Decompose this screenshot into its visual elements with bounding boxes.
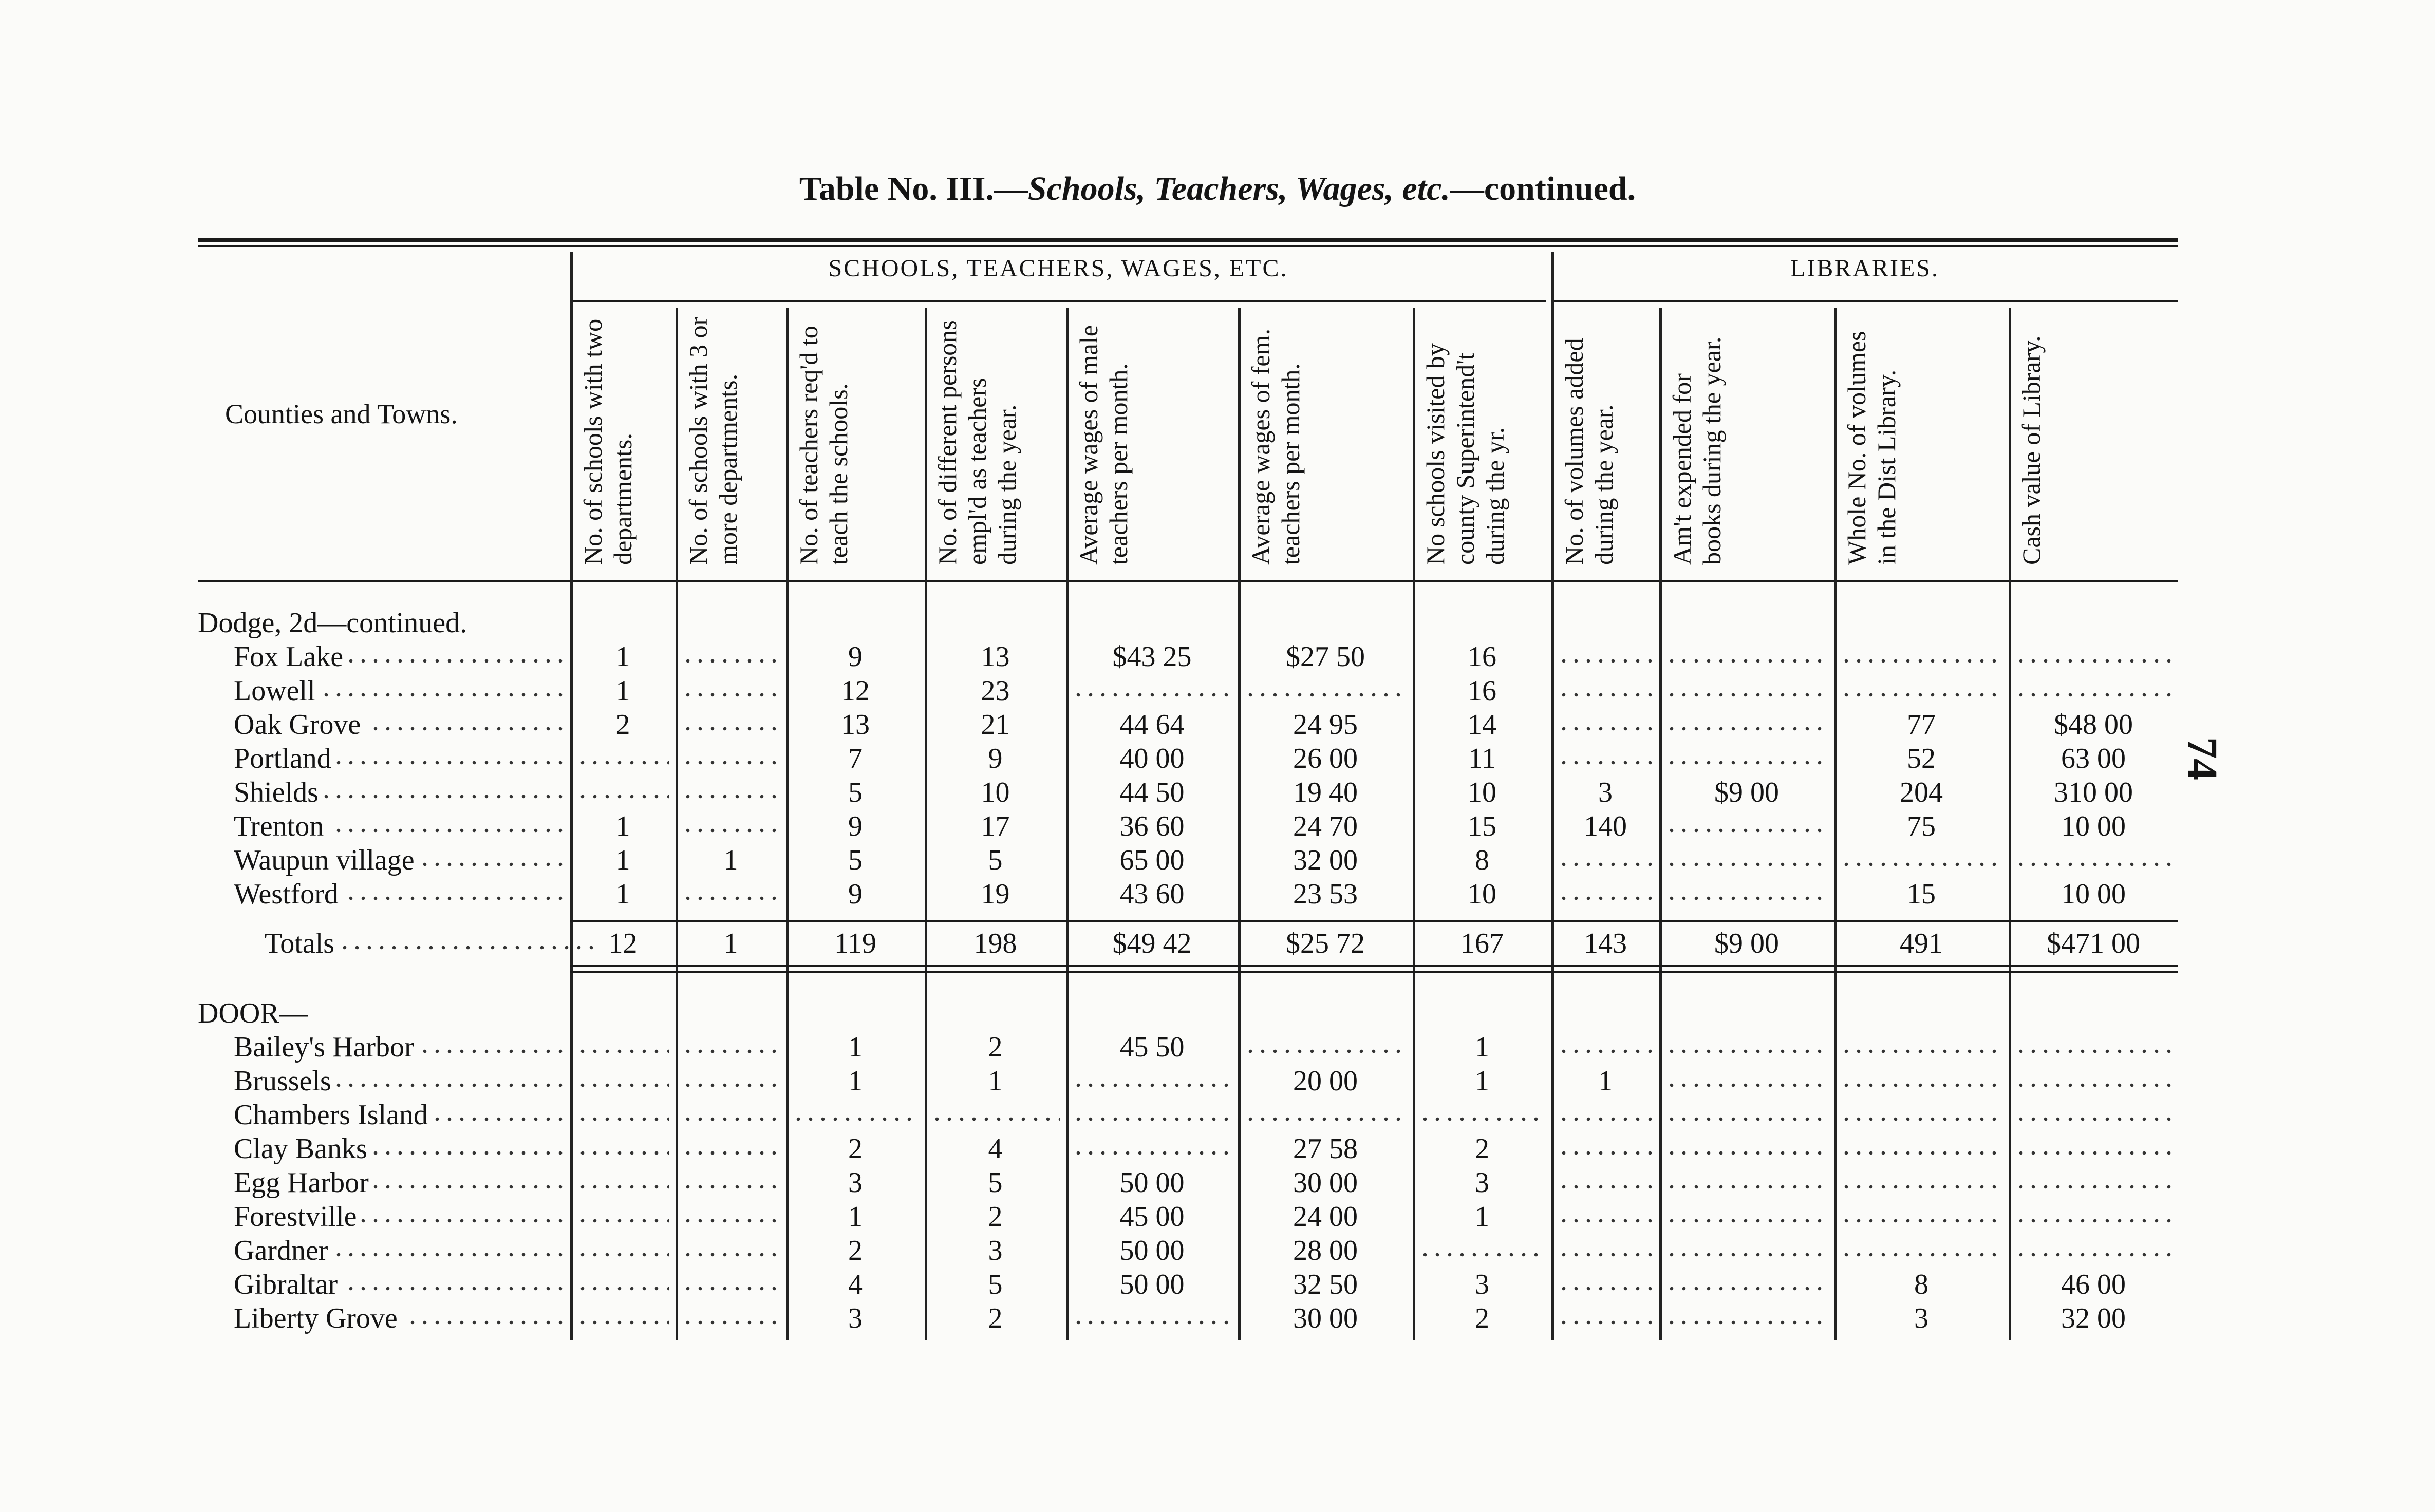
table-cell: $43 25: [1112, 641, 1192, 673]
table-cell: 44 64: [1119, 709, 1185, 741]
table-cell: [1665, 1166, 1828, 1200]
table-cell: 10: [1468, 777, 1496, 808]
table-cell: [1665, 877, 1828, 911]
table-row: [0, 1200, 2435, 1234]
row-label: Oak Grove: [234, 709, 365, 741]
table-cell: 1: [848, 1031, 863, 1063]
table-row: [0, 1098, 2435, 1132]
table-row: [0, 742, 2435, 776]
row-label: Fox Lake: [234, 641, 347, 673]
table-cell: 2: [1475, 1302, 1489, 1334]
table-cell: [682, 640, 780, 674]
column-header-text-9: Am't expended for books during the year.: [1668, 336, 1726, 565]
table-cell: [1840, 1132, 2002, 1166]
table-cell: [1558, 640, 1653, 674]
table-row: [0, 1166, 2435, 1200]
row-label: Forestville: [234, 1201, 361, 1233]
table-cell: [1665, 809, 1828, 843]
table-cell: 24 70: [1293, 810, 1358, 842]
table-cell: [1558, 843, 1653, 877]
table-cell: [682, 1268, 780, 1301]
counties-header: Counties and Towns.: [225, 399, 458, 429]
table-cell: 204: [1900, 777, 1943, 808]
table-cell: [576, 1064, 669, 1098]
table-cell: 119: [834, 928, 876, 959]
table-cell: 2: [848, 1235, 863, 1267]
table-cell: 10: [981, 777, 1010, 808]
table-cell: 23 53: [1293, 878, 1358, 910]
column-header-text-1: No. of schools with two departments.: [578, 318, 637, 565]
table-cell: [1665, 1064, 1828, 1098]
table-cell: 50 00: [1119, 1167, 1185, 1199]
table-cell: 28 00: [1293, 1235, 1358, 1267]
table-cell: [2015, 1098, 2172, 1132]
table-cell: 1: [848, 1201, 863, 1233]
table-cell: 2: [988, 1201, 1003, 1233]
table-cell: 45 00: [1119, 1201, 1185, 1233]
table-cell: 43 60: [1119, 878, 1185, 910]
table-cell: [1665, 843, 1828, 877]
table-cell: 3: [988, 1235, 1003, 1267]
title-prefix: Table No. III.—: [799, 170, 1028, 207]
table-cell: [1840, 1200, 2002, 1234]
table-cell: [931, 1098, 1060, 1132]
table-row: [0, 1132, 2435, 1166]
table-cell: 12: [841, 675, 870, 707]
table-row: [0, 776, 2435, 809]
table-cell: [1840, 1030, 2002, 1064]
table-cell: 310 00: [2054, 777, 2133, 808]
column-header-text-10: Whole No. of volumes in the Dist Library.: [1842, 331, 1901, 565]
table-cell: 9: [848, 641, 863, 673]
table-cell: [576, 1200, 669, 1234]
table-cell: 52: [1907, 743, 1936, 774]
totals-bottom-rule: [570, 965, 2178, 967]
table-cell: 8: [1475, 844, 1489, 876]
town-name: [234, 809, 570, 843]
row-label: Gardner: [234, 1235, 332, 1267]
table-cell: 44 50: [1119, 777, 1185, 808]
table-cell: [1072, 1064, 1232, 1098]
section-heading-row: [0, 996, 2435, 1030]
table-cell: [1072, 674, 1232, 708]
table-cell: 11: [1468, 743, 1496, 774]
table-cell: [1558, 1098, 1653, 1132]
column-header-text-11: Cash value of Library.: [2017, 335, 2046, 565]
totals-label: [265, 927, 601, 960]
top-rule-thick: [198, 238, 2178, 242]
table-cell: $9 00: [1714, 777, 1779, 808]
section-head-schools: SCHOOLS, TEACHERS, WAGES, ETC.: [828, 255, 1288, 282]
table-cell: 1: [615, 810, 630, 842]
table-cell: 4: [988, 1133, 1003, 1165]
table-cell: [1558, 674, 1653, 708]
table-cell: [1558, 1030, 1653, 1064]
table-cell: $25 72: [1286, 928, 1365, 959]
table-cell: 143: [1584, 928, 1627, 959]
table-cell: 15: [1468, 810, 1496, 842]
table-cell: [682, 1166, 780, 1200]
table-cell: 1: [1475, 1065, 1489, 1097]
table-cell: 10 00: [2061, 810, 2126, 842]
table-cell: 198: [973, 928, 1017, 959]
table-cell: 1: [615, 675, 630, 707]
table-row: [0, 1268, 2435, 1301]
table-cell: 19: [981, 878, 1010, 910]
table-cell: 32 50: [1293, 1269, 1358, 1300]
table-cell: 24 95: [1293, 709, 1358, 741]
table-cell: 36 60: [1119, 810, 1185, 842]
table-cell: [1558, 877, 1653, 911]
table-cell: 40 00: [1119, 743, 1185, 774]
table-cell: [1665, 1268, 1828, 1301]
column-header-text-5: Average wages of male teachers per month.: [1074, 325, 1133, 565]
table-cell: 13: [841, 709, 870, 741]
table-row: [0, 1064, 2435, 1098]
table-cell: 1: [723, 928, 738, 959]
table-cell: [576, 1030, 669, 1064]
table-cell: [1558, 1132, 1653, 1166]
column-header-text-8: No. of volumes added during the year.: [1560, 338, 1618, 565]
table-row: [0, 640, 2435, 674]
town-name: [234, 1268, 570, 1301]
town-name: [234, 776, 570, 809]
table-cell: 19 40: [1293, 777, 1358, 808]
table-cell: 15: [1907, 878, 1936, 910]
table-cell: [576, 1268, 669, 1301]
table-cell: 3: [1598, 777, 1613, 808]
row-label: Totals: [265, 928, 339, 959]
table-cell: 1: [615, 641, 630, 673]
totals-row: [0, 927, 2435, 960]
table-cell: [1558, 1166, 1653, 1200]
town-name: [234, 1132, 570, 1166]
table-cell: [1665, 1132, 1828, 1166]
table-cell: 8: [1914, 1269, 1928, 1300]
table-cell: 1: [615, 878, 630, 910]
table-cell: 2: [988, 1031, 1003, 1063]
table-cell: 5: [848, 777, 863, 808]
table-cell: [1072, 1098, 1232, 1132]
table-cell: 10: [1468, 878, 1496, 910]
table-cell: [682, 1030, 780, 1064]
table-cell: [576, 1301, 669, 1335]
table-cell: 30 00: [1293, 1167, 1358, 1199]
page-title: [0, 169, 2435, 209]
table-cell: 1: [1598, 1065, 1613, 1097]
table-cell: 4: [848, 1269, 863, 1300]
table-cell: 21: [981, 709, 1010, 741]
row-label: Bailey's Harbor: [234, 1031, 418, 1063]
row-label: Gibraltar: [234, 1269, 342, 1300]
table-cell: 3: [848, 1302, 863, 1334]
table-cell: 20 00: [1293, 1065, 1358, 1097]
table-row: [0, 1234, 2435, 1268]
table-cell: [1665, 674, 1828, 708]
table-cell: [2015, 1132, 2172, 1166]
table-cell: 3: [1914, 1302, 1928, 1334]
table-cell: [682, 1064, 780, 1098]
table-cell: [1665, 1234, 1828, 1268]
table-cell: 12: [608, 928, 638, 959]
table-cell: 50 00: [1119, 1235, 1185, 1267]
table-cell: $48 00: [2054, 709, 2133, 741]
table-cell: 32 00: [2061, 1302, 2126, 1334]
table-cell: 23: [981, 675, 1010, 707]
table-cell: [1840, 1098, 2002, 1132]
table-cell: [682, 742, 780, 776]
table-row: [0, 877, 2435, 911]
table-cell: 9: [988, 743, 1003, 774]
table-cell: 3: [1475, 1167, 1489, 1199]
table-cell: 1: [723, 844, 738, 876]
town-name: [234, 742, 570, 776]
table-cell: [2015, 674, 2172, 708]
table-cell: [1072, 1301, 1232, 1335]
table-cell: [1665, 708, 1828, 742]
table-cell: 30 00: [1293, 1302, 1358, 1334]
table-cell: [682, 1132, 780, 1166]
table-cell: 26 00: [1293, 743, 1358, 774]
table-cell: $27 50: [1286, 641, 1365, 673]
table-cell: [2015, 1064, 2172, 1098]
table-cell: [682, 877, 780, 911]
table-cell: [792, 1098, 919, 1132]
column-header-text-7: No schools visited by county Superintend't during the yr.: [1421, 343, 1509, 565]
table-cell: [682, 776, 780, 809]
table-cell: 75: [1907, 810, 1936, 842]
table-cell: [1419, 1234, 1545, 1268]
row-label: Waupun village: [234, 844, 419, 876]
table-row: [0, 1030, 2435, 1064]
table-cell: [1840, 640, 2002, 674]
town-name: [234, 1098, 570, 1132]
row-label: Lowell: [234, 675, 320, 707]
table-cell: [2015, 1030, 2172, 1064]
table-cell: 167: [1460, 928, 1504, 959]
table-cell: 9: [848, 810, 863, 842]
table-cell: [682, 1098, 780, 1132]
table-cell: [1558, 1234, 1653, 1268]
table-cell: 1: [615, 844, 630, 876]
table-row: [0, 809, 2435, 843]
table-cell: 17: [981, 810, 1010, 842]
table-cell: [2015, 1200, 2172, 1234]
table-cell: [1665, 1030, 1828, 1064]
top-rule-thin: [198, 245, 2178, 247]
table-cell: [1840, 1166, 2002, 1200]
column-header-text-4: No. of different persons empl'd as teachers during the year.: [933, 320, 1021, 565]
table-cell: [682, 1301, 780, 1335]
table-cell: [576, 776, 669, 809]
table-cell: 63 00: [2061, 743, 2126, 774]
table-cell: [2015, 640, 2172, 674]
table-cell: [1244, 1030, 1407, 1064]
table-cell: 10 00: [2061, 878, 2126, 910]
table-cell: 9: [848, 878, 863, 910]
table-cell: [1840, 843, 2002, 877]
town-name: [234, 1064, 570, 1098]
table-cell: [1072, 1132, 1232, 1166]
totals-bottom-rule-2: [570, 971, 2178, 973]
county-heading: DOOR—: [198, 997, 308, 1029]
town-name: [234, 843, 570, 877]
table-cell: [2015, 843, 2172, 877]
table-cell: $49 42: [1112, 928, 1192, 959]
table-cell: 27 58: [1293, 1133, 1358, 1165]
row-label: Liberty Grove: [234, 1302, 402, 1334]
column-header-text-3: No. of teachers req'd to teach the schools.: [794, 326, 853, 565]
table-cell: 1: [1475, 1031, 1489, 1063]
table-cell: [1419, 1098, 1545, 1132]
table-cell: [682, 1234, 780, 1268]
town-name: [234, 877, 570, 911]
town-name: [234, 708, 570, 742]
table-cell: [576, 742, 669, 776]
table-cell: 1: [1475, 1201, 1489, 1233]
table-cell: [1665, 1200, 1828, 1234]
table-cell: 13: [981, 641, 1010, 673]
page-number: 74: [2178, 737, 2226, 780]
table-cell: 5: [988, 844, 1003, 876]
table-cell: 2: [988, 1302, 1003, 1334]
table-cell: 5: [848, 844, 863, 876]
town-name: [234, 674, 570, 708]
town-name: [234, 1234, 570, 1268]
table-cell: 50 00: [1119, 1269, 1185, 1300]
section-head-libraries: LIBRARIES.: [1790, 255, 1939, 282]
table-cell: 491: [1900, 928, 1943, 959]
column-header-text-6: Average wages of fem. teachers per month.: [1246, 329, 1305, 565]
table-cell: [1665, 640, 1828, 674]
table-cell: 14: [1468, 709, 1496, 741]
table-cell: $9 00: [1714, 928, 1779, 959]
table-cell: 16: [1468, 641, 1496, 673]
table-cell: 3: [848, 1167, 863, 1199]
totals-top-rule: [570, 920, 2178, 922]
table-cell: 45 50: [1119, 1031, 1185, 1063]
table-cell: 65 00: [1119, 844, 1185, 876]
town-name: [234, 640, 570, 674]
table-row: [0, 843, 2435, 877]
table-cell: [1558, 742, 1653, 776]
table-row: [0, 674, 2435, 708]
table-cell: 140: [1584, 810, 1627, 842]
table-cell: 5: [988, 1269, 1003, 1300]
table-cell: [1840, 1064, 2002, 1098]
table-cell: [1558, 1200, 1653, 1234]
row-label: Portland: [234, 743, 335, 774]
table-cell: [1558, 708, 1653, 742]
schools-head-rule: [570, 300, 1546, 302]
table-cell: [1840, 674, 2002, 708]
table-cell: 2: [615, 709, 630, 741]
table-cell: [1665, 1098, 1828, 1132]
table-cell: 2: [848, 1133, 863, 1165]
town-name: [234, 1200, 570, 1234]
county-heading: Dodge, 2d—continued.: [198, 607, 467, 639]
table-cell: 1: [988, 1065, 1003, 1097]
table-cell: [576, 1098, 669, 1132]
table-cell: [1244, 1098, 1407, 1132]
column-header-text-2: No. of schools with 3 or more departments.: [684, 316, 742, 565]
row-label: Brussels: [234, 1065, 335, 1097]
table-cell: [682, 809, 780, 843]
row-label: Clay Banks: [234, 1133, 371, 1165]
table-cell: [1558, 1268, 1653, 1301]
row-label: Egg Harbor: [234, 1167, 373, 1199]
table-cell: [682, 674, 780, 708]
header-bottom-rule: [198, 580, 2178, 582]
table-row: [0, 708, 2435, 742]
table-row: [0, 1301, 2435, 1335]
table-cell: $471 00: [2047, 928, 2140, 959]
row-label: Westford: [234, 878, 343, 910]
table-cell: 2: [1475, 1133, 1489, 1165]
table-cell: 46 00: [2061, 1269, 2126, 1300]
table-cell: [1665, 1301, 1828, 1335]
table-cell: [1244, 674, 1407, 708]
table-cell: 32 00: [1293, 844, 1358, 876]
title-italic: Schools, Teachers, Wages, etc.: [1027, 170, 1450, 207]
town-name: [234, 1301, 570, 1335]
table-cell: 24 00: [1293, 1201, 1358, 1233]
town-name: [234, 1030, 570, 1064]
row-label: Trenton: [234, 810, 328, 842]
table-cell: [1840, 1234, 2002, 1268]
table-cell: [1665, 742, 1828, 776]
table-cell: [682, 708, 780, 742]
table-cell: [2015, 1234, 2172, 1268]
row-label: Chambers Island: [234, 1099, 432, 1131]
table-cell: 3: [1475, 1269, 1489, 1300]
table-cell: [576, 1234, 669, 1268]
table-cell: 16: [1468, 675, 1496, 707]
row-label: Shields: [234, 777, 323, 808]
table-cell: [576, 1166, 669, 1200]
table-cell: 7: [848, 743, 863, 774]
table-cell: [576, 1132, 669, 1166]
title-suffix: —continued.: [1450, 170, 1636, 207]
table-cell: [682, 1200, 780, 1234]
town-name: [234, 1166, 570, 1200]
table-cell: [2015, 1166, 2172, 1200]
table-cell: 1: [848, 1065, 863, 1097]
section-heading-row: [0, 606, 2435, 640]
table-cell: 5: [988, 1167, 1003, 1199]
libraries-head-rule: [1551, 300, 2178, 302]
table-cell: 77: [1907, 709, 1936, 741]
table-cell: [1558, 1301, 1653, 1335]
